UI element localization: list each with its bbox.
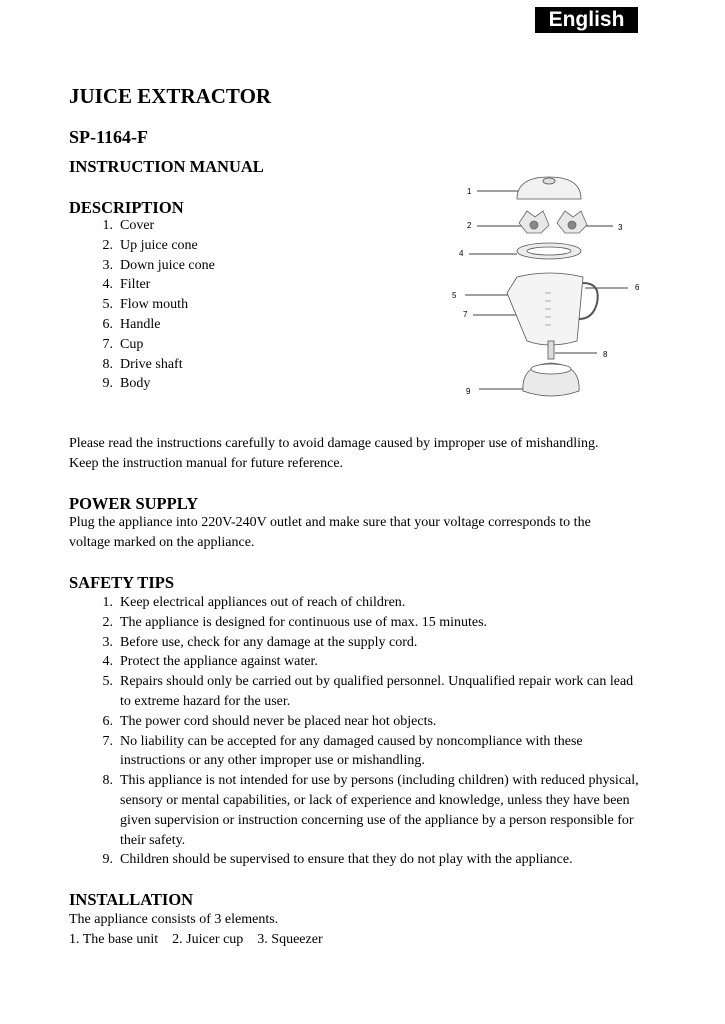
safety-tip-line: Repairs should only be carried out by qualified personnel. Unqualified repair work can lead [120,674,634,690]
intro-line-2: Keep the instruction manual for future reference. [69,456,344,471]
safety-tip-line: Protect the appliance against water. [120,654,318,670]
installation-paragraph [69,910,689,950]
language-badge: English [535,7,638,33]
diagram-label-6: 6 [635,283,640,292]
diagram-label-3: 3 [618,223,623,232]
description-item-text: Down juice cone [120,257,215,273]
safety-tip-number: 7. [102,733,113,749]
safety-tip-line: sensory or mental capabilities, or lack of experience and knowledge, unless they have been [120,792,630,808]
safety-tip-number: 2. [102,614,113,630]
description-list [69,216,369,394]
safety-tips-list [69,593,669,870]
safety-tip-line: Children should be supervised to ensure that they do not play with the appliance. [120,852,573,868]
description-item-text: Cover [120,218,155,233]
safety-tip-line: instructions or any other improper use or mishandling. [120,753,425,769]
safety-tip-text [113,613,487,633]
description-item-number: 5. [102,297,113,313]
safety-tip-item [69,652,669,672]
intro-paragraph [69,434,689,474]
intro-line-1: Please read the instructions carefully to avoid damage caused by improper use of mishandling. [69,436,599,451]
cup-part [507,273,598,345]
description-item-number: 6. [102,316,113,332]
cover-part [517,177,581,199]
safety-tip-line: The appliance is designed for continuous use of max. 15 minutes. [120,614,488,630]
diagram-label-4: 4 [459,249,464,258]
filter-part [517,243,581,259]
safety-tip-line: Before use, check for any damage at the supply cord. [120,634,418,650]
body-part [523,363,579,396]
safety-tip-item [69,613,669,633]
safety-tip-number: 1. [102,595,113,610]
description-item-number: 8. [102,356,113,372]
power-supply-heading: POWER SUPPLY [69,494,199,513]
safety-tip-line: their safety. [120,832,186,848]
safety-tip-line: This appliance is not intended for use by persons (including children) with reduced physical, [120,773,639,789]
installation-heading: INSTALLATION [69,890,194,909]
diagram-label-8: 8 [603,350,608,359]
safety-tip-text [113,712,436,732]
safety-tip-item [69,732,669,772]
safety-tip-number: 4. [102,654,113,670]
power-supply-line-2: voltage marked on the appliance. [69,535,255,550]
safety-tip-text [113,672,633,712]
installation-line-1: The appliance consists of 3 elements. [69,912,279,927]
safety-tip-text [113,652,318,672]
description-item-number: 3. [102,257,113,273]
description-item-number: 7. [102,336,113,352]
description-item [69,216,369,236]
safety-tip-line: given supervision or instruction concerning use of the appliance by a person responsible for [120,812,634,828]
juicer-diagram [445,165,665,410]
safety-tip-item [69,771,669,850]
safety-tip-item [69,712,669,732]
diagram-label-9: 9 [466,387,471,396]
safety-tip-text [113,771,639,850]
safety-tip-number: 8. [102,773,113,789]
description-item-number: 9. [102,376,113,392]
juice-cones-part [519,211,587,233]
description-heading: DESCRIPTION [69,198,184,217]
description-item [69,335,369,355]
safety-tip-line: No liability can be accepted for any damaged caused by noncompliance with these [120,733,583,749]
description-item-text: Drive shaft [120,356,183,372]
power-supply-paragraph [69,513,689,553]
description-item [69,295,369,315]
safety-tip-number: 3. [102,634,113,650]
safety-tip-text [113,633,417,653]
description-item-number: 4. [102,277,113,293]
safety-tip-item [69,593,669,613]
diagram-label-1: 1 [467,187,472,196]
model-number: SP-1164-F [69,127,148,147]
diagram-label-5: 5 [452,291,457,300]
description-item-text: Cup [120,336,144,352]
safety-tip-line: The power cord should never be placed near hot objects. [120,713,437,729]
safety-tip-text [113,850,573,870]
description-item [69,315,369,335]
safety-tip-text [113,732,583,772]
description-item [69,355,369,375]
safety-tip-item [69,850,669,870]
description-item [69,275,369,295]
safety-tip-number: 5. [102,674,113,690]
manual-heading: INSTRUCTION MANUAL [69,157,264,176]
description-item [69,236,369,256]
description-item-text: Handle [120,316,161,332]
description-item-number: 2. [102,237,113,253]
description-item-text: Flow mouth [120,297,189,313]
safety-tip-item [69,672,669,712]
document-title: JUICE EXTRACTOR [69,84,272,108]
description-item-text: Filter [120,277,151,293]
safety-tip-text [113,593,405,613]
diagram-label-7: 7 [463,310,468,319]
description-item-text: Up juice cone [120,237,198,253]
description-item-text: Body [120,376,151,392]
safety-tip-number: 6. [102,713,113,729]
installation-line-2: 1. The base unit 2. Juicer cup 3. Squeezer [69,932,323,947]
drive-shaft-part [548,341,554,359]
power-supply-line-1: Plug the appliance into 220V-240V outlet and make sure that your voltage corresponds to the [69,515,591,530]
safety-tip-line: to extreme hazard for the user. [120,693,291,709]
safety-tip-item [69,633,669,653]
safety-tips-heading: SAFETY TIPS [69,573,174,592]
diagram-label-2: 2 [467,221,472,230]
description-item [69,256,369,276]
description-item [69,374,369,394]
safety-tip-number: 9. [102,852,113,868]
safety-tip-line: Keep electrical appliances out of reach of children. [120,595,406,610]
description-item-number: 1. [102,218,113,233]
